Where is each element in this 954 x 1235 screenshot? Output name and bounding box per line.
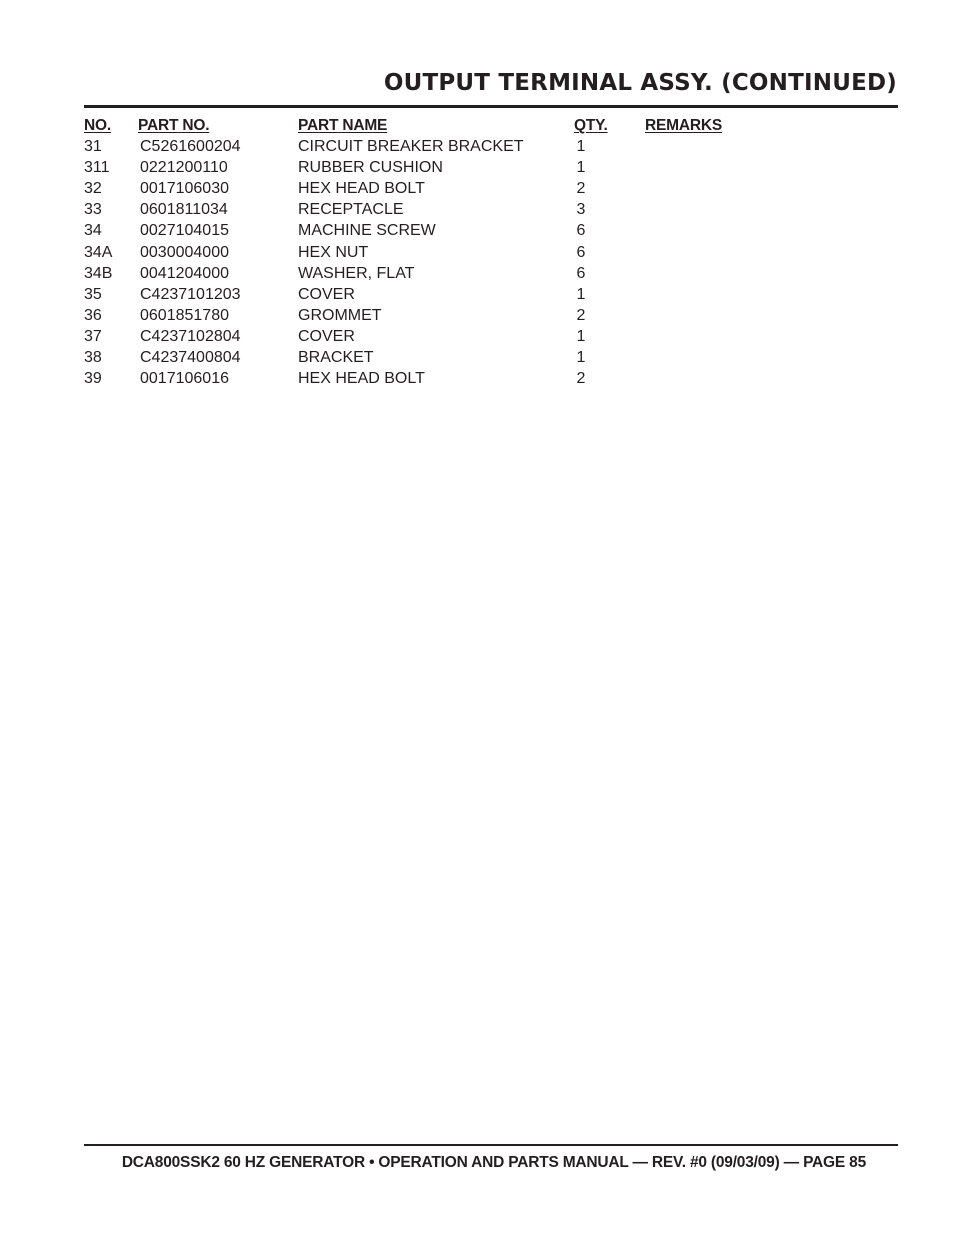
cell-part-no: 0221200110 bbox=[140, 159, 228, 177]
page-title: OUTPUT TERMINAL ASSY. (CONTINUED) bbox=[383, 70, 897, 96]
cell-no: 36 bbox=[84, 306, 102, 324]
cell-part-name: RUBBER CUSHION bbox=[298, 159, 443, 177]
cell-part-no: C5261600204 bbox=[140, 138, 241, 156]
cell-part-name: RECEPTACLE bbox=[298, 201, 404, 219]
table-header bbox=[84, 115, 784, 136]
header-no: NO. bbox=[84, 117, 111, 134]
cell-no: 34A bbox=[84, 243, 113, 261]
table-row bbox=[84, 242, 784, 263]
cell-part-no: 0601851780 bbox=[140, 306, 229, 324]
cell-qty: 6 bbox=[576, 222, 586, 240]
cell-part-no: 0041204000 bbox=[140, 264, 229, 282]
table-row bbox=[84, 368, 784, 389]
table-row bbox=[84, 220, 784, 241]
cell-part-no: C4237101203 bbox=[140, 285, 241, 303]
cell-qty: 1 bbox=[576, 349, 586, 367]
cell-qty: 2 bbox=[576, 306, 586, 324]
page-footer: DCA800SSK2 60 HZ GENERATOR • OPERATION AND PARTS MANUAL — REV. #0 (09/03/09) — PAGE 85 bbox=[121, 1154, 866, 1171]
cell-part-no: C4237400804 bbox=[140, 349, 241, 367]
cell-part-no: 0030004000 bbox=[140, 243, 229, 261]
cell-no: 32 bbox=[84, 180, 102, 198]
table-row bbox=[84, 136, 784, 157]
cell-qty: 1 bbox=[576, 285, 586, 303]
table-row bbox=[84, 263, 784, 284]
cell-part-name: HEX HEAD BOLT bbox=[298, 180, 425, 198]
cell-no: 37 bbox=[84, 327, 102, 345]
cell-part-name: COVER bbox=[298, 285, 355, 303]
cell-no: 311 bbox=[84, 159, 110, 177]
header-qty: QTY. bbox=[574, 117, 608, 134]
table-row bbox=[84, 326, 784, 347]
cell-no: 31 bbox=[84, 138, 102, 156]
cell-qty: 6 bbox=[576, 264, 586, 282]
table-row bbox=[84, 157, 784, 178]
cell-part-name: HEX NUT bbox=[298, 243, 369, 261]
cell-no: 38 bbox=[84, 349, 102, 367]
cell-no: 39 bbox=[84, 370, 102, 388]
table-body bbox=[84, 136, 784, 389]
header-part-name: PART NAME bbox=[298, 117, 388, 134]
cell-part-name: BRACKET bbox=[298, 349, 374, 367]
cell-qty: 3 bbox=[576, 201, 586, 219]
table-row bbox=[84, 305, 784, 326]
cell-part-no: 0027104015 bbox=[140, 222, 229, 240]
header-remarks: REMARKS bbox=[645, 117, 722, 134]
table-row bbox=[84, 178, 784, 199]
cell-part-no: 0017106016 bbox=[140, 370, 229, 388]
cell-part-name: GROMMET bbox=[298, 306, 382, 324]
table-row bbox=[84, 199, 784, 220]
cell-qty: 2 bbox=[576, 370, 586, 388]
cell-no: 35 bbox=[84, 285, 102, 303]
cell-qty: 1 bbox=[576, 327, 586, 345]
cell-part-no: C4237102804 bbox=[140, 327, 241, 345]
cell-part-name: HEX HEAD BOLT bbox=[298, 370, 425, 388]
cell-part-no: 0601811034 bbox=[140, 201, 228, 219]
cell-no: 34 bbox=[84, 222, 102, 240]
table-row bbox=[84, 284, 784, 305]
cell-no: 34B bbox=[84, 264, 113, 282]
cell-part-name: MACHINE SCREW bbox=[298, 222, 436, 240]
title-divider bbox=[84, 105, 898, 108]
table-row bbox=[84, 347, 784, 368]
cell-qty: 2 bbox=[576, 180, 586, 198]
cell-part-no: 0017106030 bbox=[140, 180, 229, 198]
cell-no: 33 bbox=[84, 201, 102, 219]
parts-table bbox=[84, 115, 784, 389]
cell-part-name: CIRCUIT BREAKER BRACKET bbox=[298, 138, 524, 156]
cell-qty: 6 bbox=[576, 243, 586, 261]
cell-qty: 1 bbox=[576, 159, 586, 177]
cell-part-name: COVER bbox=[298, 327, 355, 345]
cell-part-name: WASHER, FLAT bbox=[298, 264, 415, 282]
header-part-no: PART NO. bbox=[138, 117, 210, 134]
footer-divider bbox=[84, 1144, 898, 1146]
cell-qty: 1 bbox=[576, 138, 586, 156]
